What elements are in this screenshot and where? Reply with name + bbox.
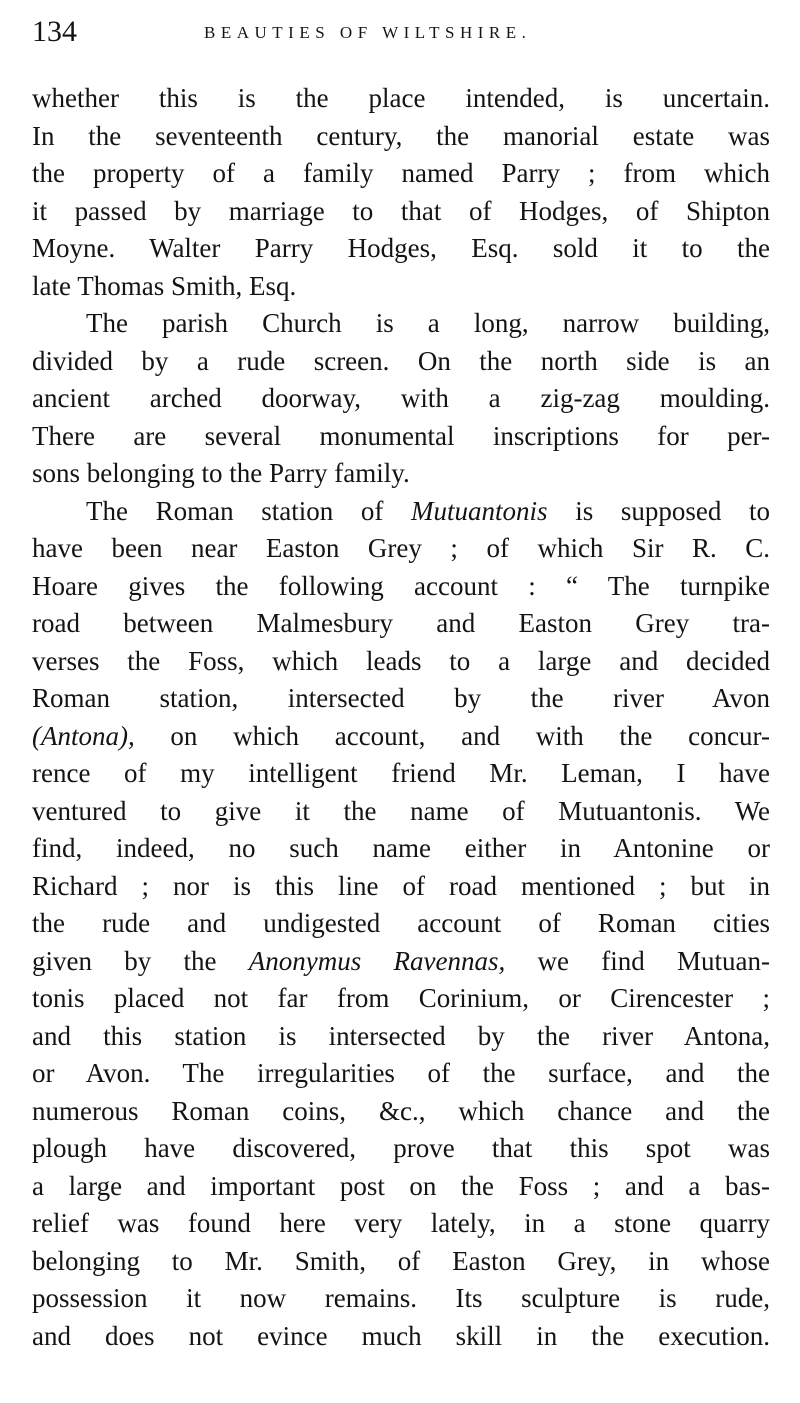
text-line: numerous Roman coins, &c., which chance and the (32, 1095, 770, 1126)
line-text: we find Mutuan- (505, 945, 770, 976)
text-line: find, indeed, no such name either in Antonine or (32, 833, 770, 863)
line-text: on which account, and with the concur- (134, 720, 770, 751)
text-line: or Avon. The irregularities of the surface, and the (32, 1058, 770, 1088)
text-line: a large and important post on the Foss ; and a bas- (32, 1170, 770, 1201)
text-line: rence of my intelligent friend Mr. Leman, I have (32, 758, 770, 788)
line-text: is supposed to (547, 495, 770, 526)
italic-place-name: Mutuantonis (411, 495, 548, 526)
line-text: given by the (32, 945, 249, 976)
text-line: verses the Foss, which leads to a large and decided (32, 645, 770, 676)
text-line: Richard ; nor is this line of road mentioned ; but in (32, 870, 770, 901)
paragraph-start-line: The parish Church is a long, narrow building, (86, 308, 770, 338)
text-line: whether this is the place intended, is uncertain. (32, 83, 770, 113)
text-line: Moyne. Walter Parry Hodges, Esq. sold it to the (32, 233, 770, 263)
text-line: the property of a family named Parry ; from which (32, 158, 770, 188)
text-line: There are several monumental inscriptions for per- (32, 420, 770, 451)
italic-author-name: Anonymus Ravennas, (248, 945, 506, 976)
text-line: possession it now remains. Its sculpture is rude, (32, 1283, 770, 1313)
paragraph-start-line (32, 493, 770, 531)
text-line: ventured to give it the name of Mutuantonis. We (32, 795, 770, 826)
text-line: In the seventeenth century, the manorial estate was (32, 120, 770, 151)
page-header (32, 14, 770, 54)
text-line: the rude and undigested account of Roman cities (32, 908, 770, 938)
text-line: have been near Easton Grey ; of which Sir R. C. (32, 533, 770, 563)
text-line: late Thomas Smith, Esq. (32, 270, 297, 301)
page-number: 134 (32, 15, 77, 48)
text-line: sons belonging to the Parry family. (32, 458, 410, 488)
text-line: road between Malmesbury and Easton Grey tra- (32, 608, 770, 638)
body-text (32, 80, 770, 1355)
text-line (32, 718, 770, 756)
text-line: tonis placed not far from Corinium, or Cirencester ; (32, 983, 770, 1013)
text-line: it passed by marriage to that of Hodges, of Shipton (32, 195, 770, 226)
text-line: plough have discovered, prove that this spot was (32, 1133, 770, 1163)
running-head: BEAUTIES OF WILTSHIRE. (204, 23, 532, 42)
text-line: belonging to Mr. Smith, of Easton Grey, in whose (32, 1245, 770, 1276)
text-line (32, 943, 770, 981)
text-line: relief was found here very lately, in a stone quarry (32, 1208, 770, 1238)
text-line: ancient arched doorway, with a zig-zag moulding. (32, 383, 770, 413)
text-line: and does not evince much skill in the execution. (32, 1320, 770, 1351)
text-line: divided by a rude screen. On the north side is an (32, 345, 770, 376)
text-line: and this station is intersected by the river Antona, (32, 1020, 770, 1051)
text-line: Roman station, intersected by the river Avon (32, 683, 770, 713)
italic-river-name: (Antona), (32, 720, 135, 751)
book-page (32, 14, 770, 1351)
line-text: The Roman station of (86, 495, 412, 526)
text-line: Hoare gives the following account : “ The turnpike (32, 570, 770, 601)
